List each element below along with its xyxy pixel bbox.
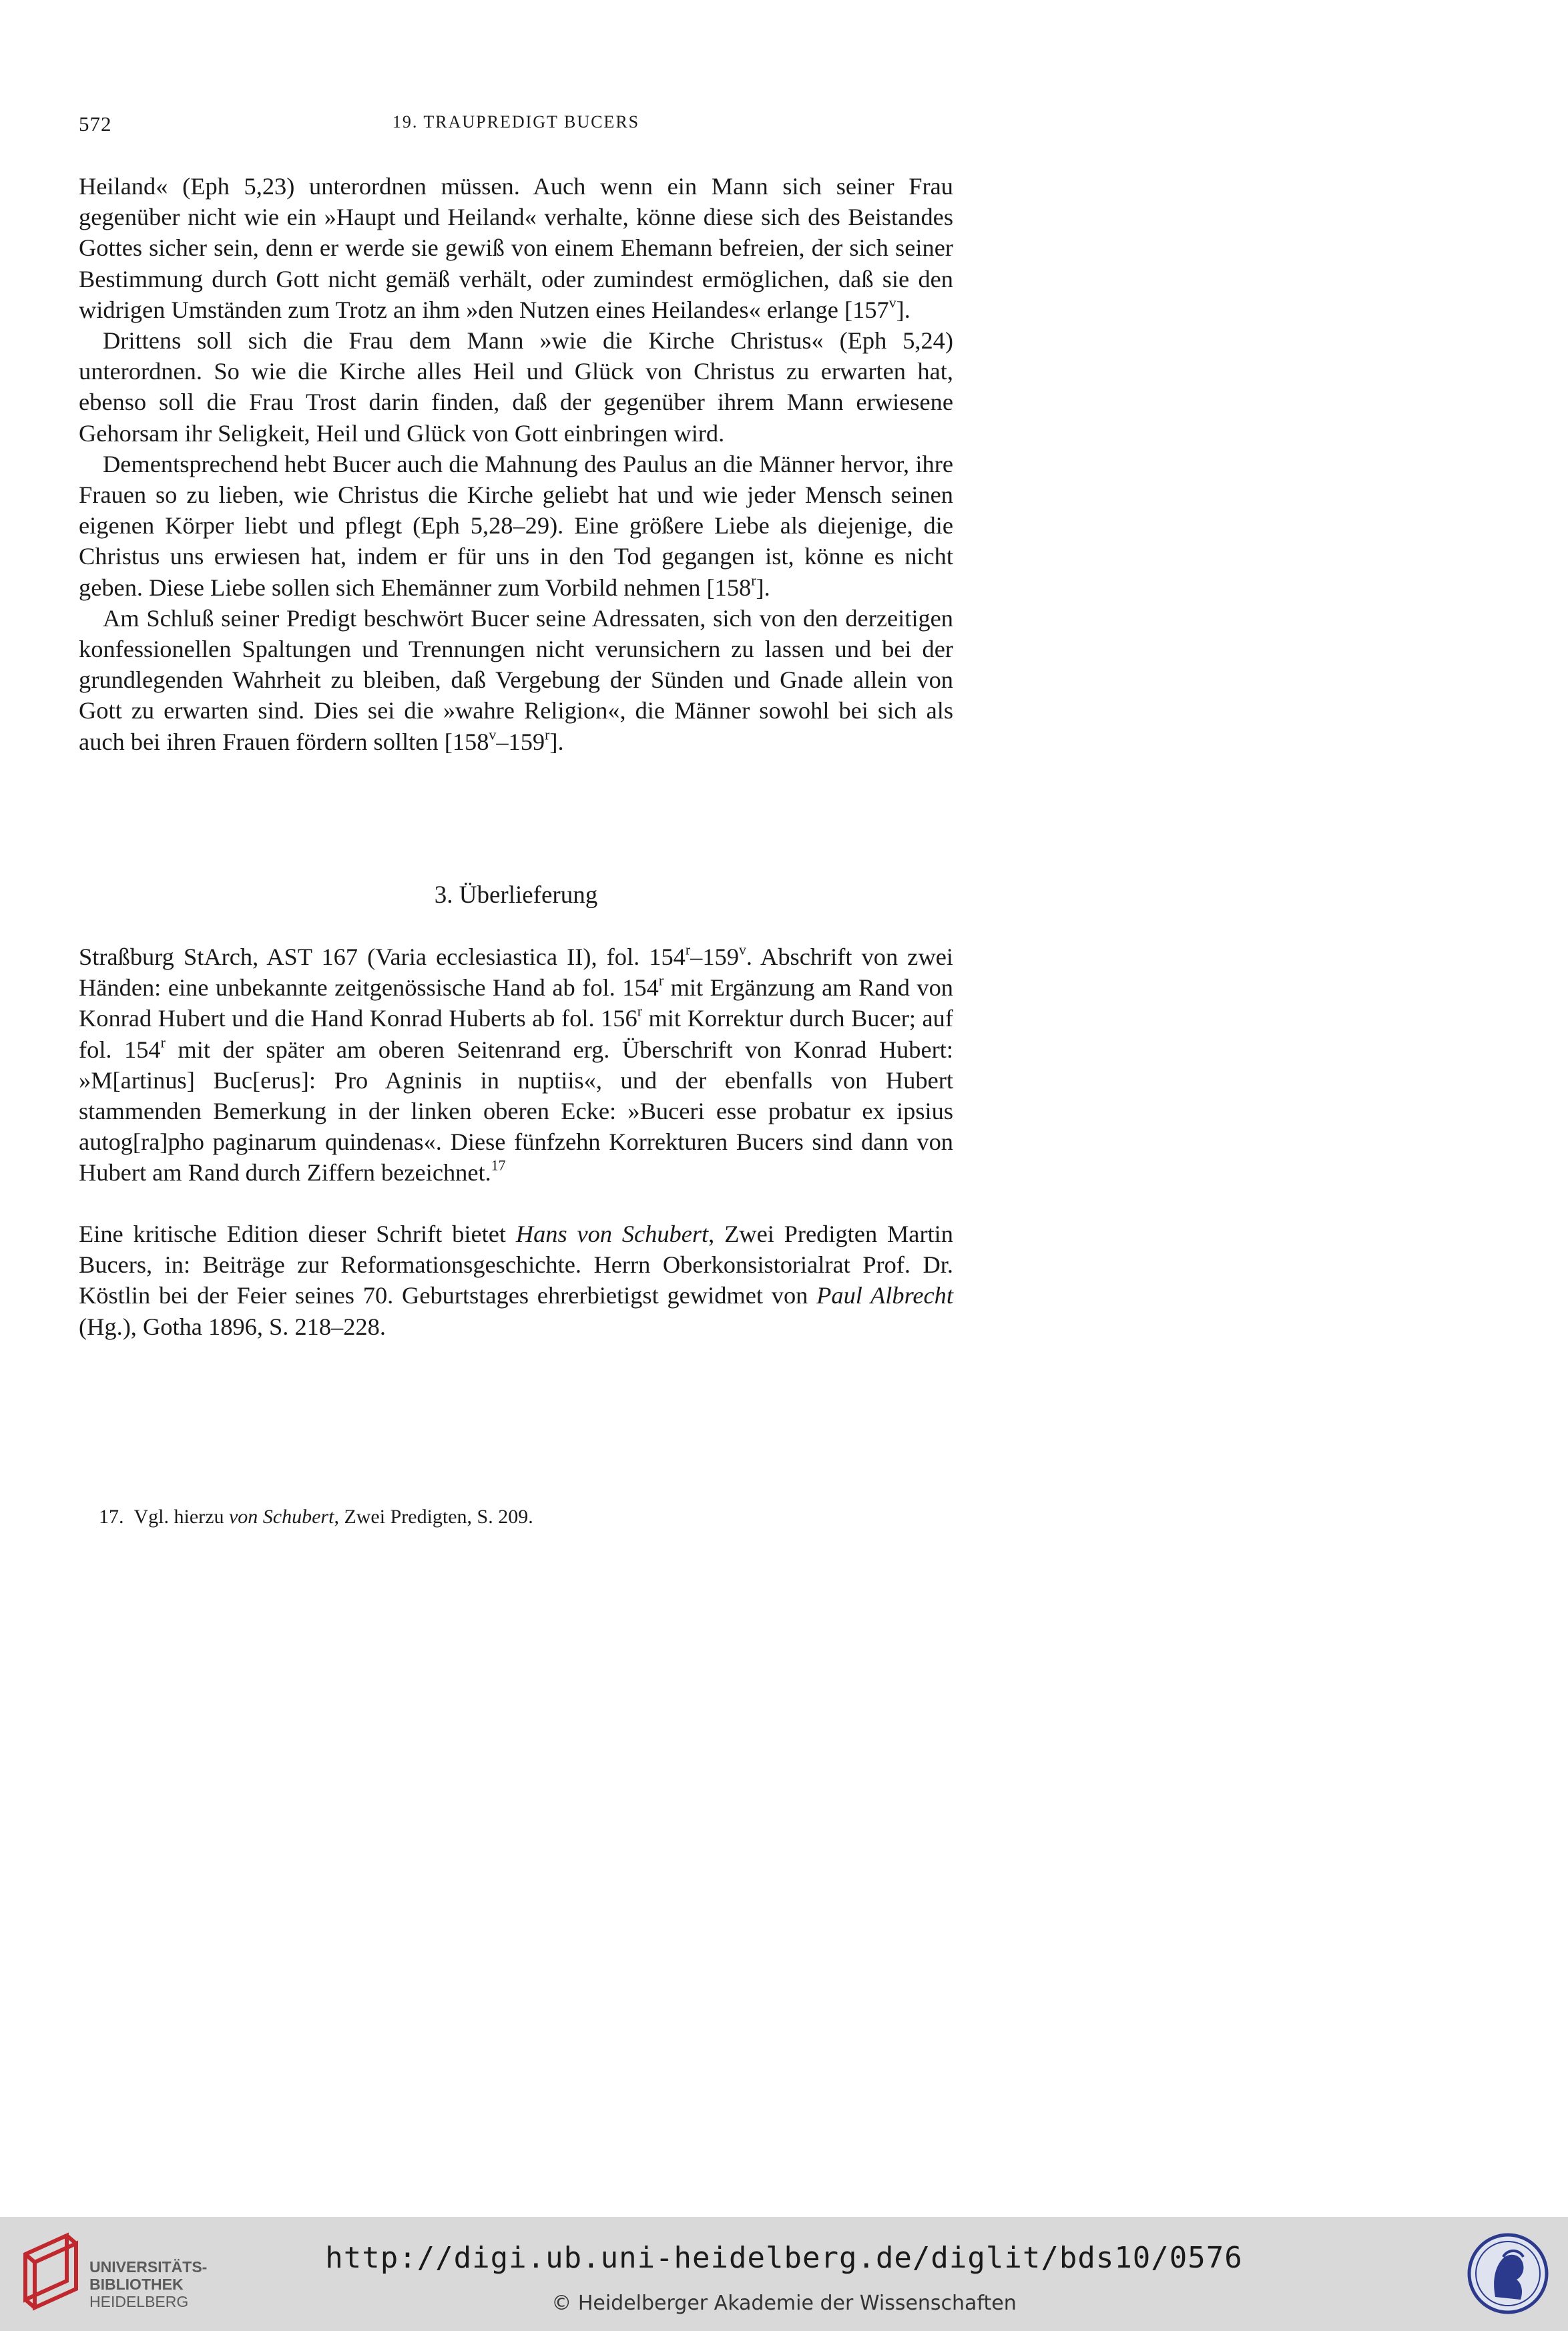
paragraph: Am Schluß seiner Predigt beschwört Bucer seine Adressaten, sich von den derzeitigen konfessionellen Spaltungen und Trennungen nicht verunsichern zu lassen und bei der grundlegenden Wahrheit zu bleiben, daß Vergebung der Sünden und Gnade allein von Gott zu erwarten sind. Dies sei die »wahre Religion«, die Männer sowohl bei sich als auch bei ihren Frauen fördern sollten [158$^v$–159$^r$]. <box>79 604 953 755</box>
paragraph: Drittens soll sich die Frau dem Mann »wie die Kirche Christus« (Eph 5,24) unterordnen. So wie die Kirche alles Heil und Glück von Christus zu erwarten hat, ebenso soll die Frau Trost darin finden, daß der gegenüber ihrem Mann erwiesene Gehorsam ihr Seligkeit, Heil und Glück von Gott einbringen wird. <box>79 327 953 447</box>
copyright-notice: © Heidelberger Akademie der Wissenschaften <box>551 2292 1017 2315</box>
transmission-paragraph: Straßburg StArch, AST 167 (Varia ecclesiastica II), fol. 154$^r$–159$^v$. Abschrift von zwei Händen: eine unbekannte zeitgenössische Hand ab fol. 154$^r$ mit Ergänzung am Rand von Konrad Hubert und die Hand Konrad Huberts ab fol. 156$^r$ mit Korrektur durch Bucer; auf fol. 154$^r$ mit der später am oberen Seitenrand erg. Überschrift von Konrad Hubert: »M[artinus] Buc[erus]: Pro Agninis in nuptiis«, und der ebenfalls von Hubert stammenden Bemerkung in der linken oberen Ecke: »Buceri esse probatur ex ipsius autog[ra]pho paginarum quindenas«. Diese fünfzehn Korrekturen Bucers sind dann von Hubert am Rand durch Ziffern bezeichnet.$^{17}$ <box>79 941 954 1187</box>
paragraph: Dementsprechend hebt Bucer auch die Mahnung des Paulus an die Männer hervor, ihre Frauen so zu lieben, wie Christus die Kirche geliebt hat und wie jeder Mensch seinen eigenen Körper liebt und pflegt (Eph 5,28–29). Eine größere Liebe als diejenige, die Christus uns erwiesen hat, indem er für uns in den Tod gegangen ist, könne es nicht geben. Diese Liebe sollen sich Ehemänner zum Vorbild nehmen [158$^r$]. <box>79 450 953 601</box>
library-logo-text: UNIVERSITÄTS- BIBLIOTHEK HEIDELBERG <box>89 2258 208 2310</box>
body-text <box>79 171 953 757</box>
academy-seal <box>1466 2230 1550 2317</box>
footnote: 17. Vgl. hierzu von Schubert, Zwei Predigten, S. 209. <box>99 1506 533 1528</box>
section-heading: 3. Überlieferung <box>434 881 598 909</box>
running-header <box>79 112 953 144</box>
running-title: 19. TRAUPREDIGT BUCERS <box>392 112 640 132</box>
edition-paragraph: Eine kritische Edition dieser Schrift bietet Hans von Schubert, Zwei Predigten Martin Bucers, in: Beiträge zur Reformationsgeschichte. Herrn Oberkonsistorialrat Prof. Dr. Köstlin bei der Feier seines 70. Geburtstages ehrerbietigst gewidmet von Paul Albrecht (Hg.), Gotha 1896, S. 218–228. <box>79 1221 953 1340</box>
footnote-reference[interactable]: 17 <box>491 1158 506 1175</box>
digitization-footer <box>0 2217 1568 2331</box>
page-number: 572 <box>79 112 112 136</box>
academy-seal-icon <box>1466 2230 1550 2317</box>
source-url-link[interactable]: http://digi.ub.uni-heidelberg.de/diglit/bds10/0576 <box>325 2241 1243 2275</box>
footnote-number: 17. <box>99 1506 124 1528</box>
paragraph: Heiland« (Eph 5,23) unterordnen müssen. Auch wenn ein Mann sich seiner Frau gegenüber nicht wie ein »Haupt und Heiland« verhalte, könne diese sich des Beistandes Gottes sicher sein, denn er werde sie gewiß von einem Ehemann befreien, der sich seiner Bestimmung durch Gott nicht gemäß verhält, oder zumindest ermöglichen, daß sie den widrigen Umständen zum Trotz an ihm »den Nutzen eines Heilandes« erlange [157$^v$]. <box>79 173 953 323</box>
